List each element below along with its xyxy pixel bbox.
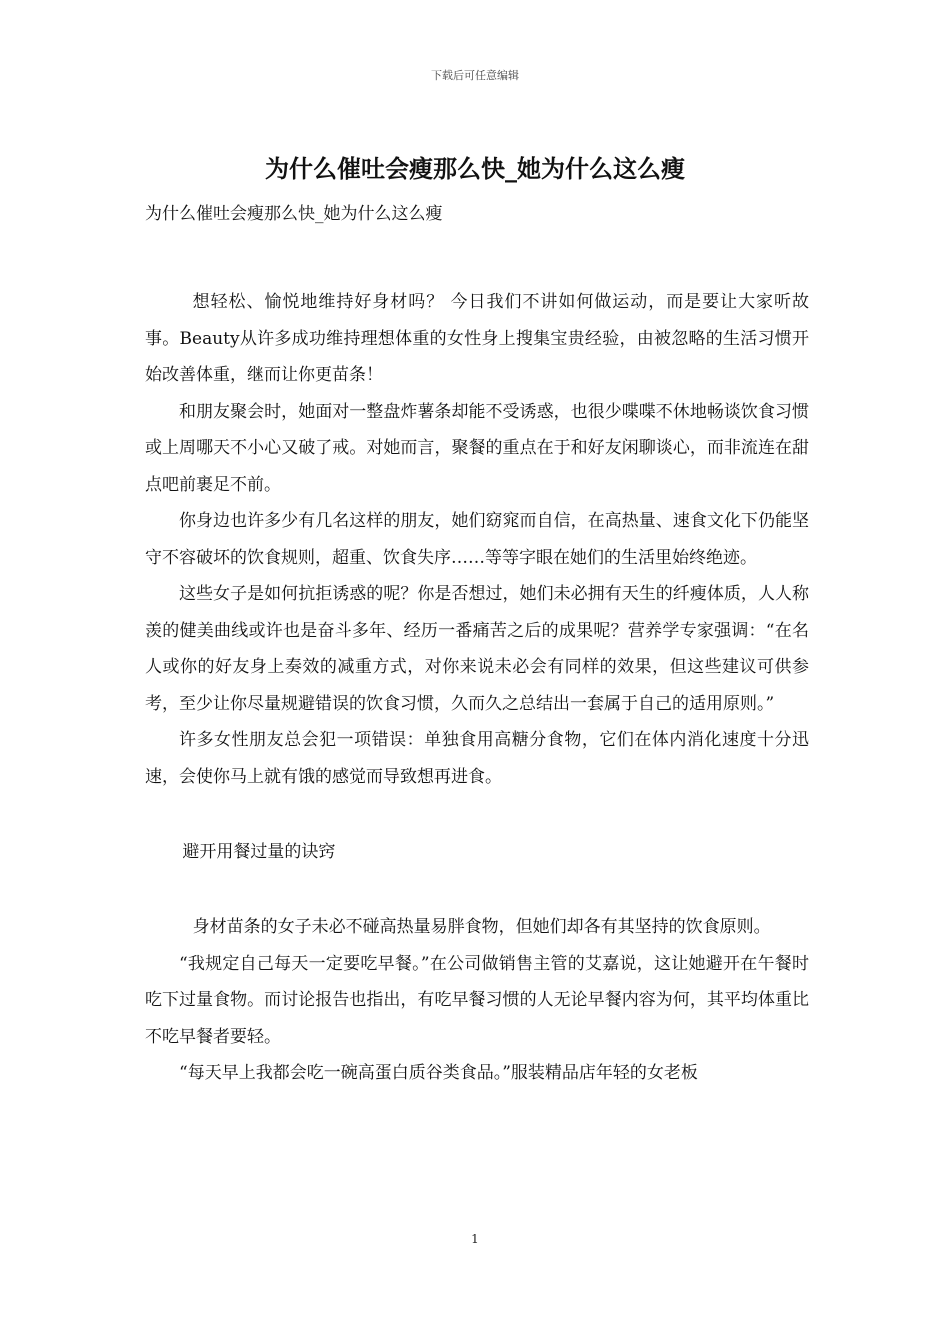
spacer [145,232,809,284]
paragraph: “我规定自己每天一定要吃早餐。”在公司做销售主管的艾嘉说，这让她避开在午餐时吃下过量食物。而讨论报告也指出，有吃早餐习惯的人无论早餐内容为何，其平均体重比不吃早餐者要轻。 [145,953,809,1047]
paragraph: 想轻松、愉悦地维持好身材吗？ 今日我们不讲如何做运动，而是要让大家听故事。Beauty从许多成功维持理想体重的女性身上搜集宝贵经验，由被忽略的生活习惯开始改善体重，继而让你更苗条！ [145,292,809,385]
spacer [145,870,809,909]
paragraph: 这些女子是如何抗拒诱惑的呢？你是否想过，她们未必拥有天生的纤瘦体质，人人称羡的健美曲线或许也是奋斗多年、经历一番痛苦之后的成果呢？营养学专家强调：“在名人或你的好友身上奏效的减重方式，对你来说未必会有同样的效果，但这些建议可供参考，至少让你尽量规避错误的饮食习惯，久而久之总结出一套属于自己的适用原则。” [145,584,809,714]
page-number: 1 [471,1232,479,1246]
paragraph: 许多女性朋友总会犯一项错误：单独食用高糖分食物，它们在体内消化速度十分迅速，会使你马上就有饿的感觉而导致想再进食。 [145,730,809,787]
section-heading: 避开用餐过量的诀窍 [182,842,336,862]
paragraph: 身材苗条的女子未必不碰高热量易胖食物，但她们却各有其坚持的饮食原则。 [192,917,771,937]
paragraph: 和朋友聚会时，她面对一整盘炸薯条却能不受诱惑，也很少喋喋不休地畅谈饮食习惯或上周哪天不小心又破了戒。对她而言，聚餐的重点在于和好友闲聊谈心，而非流连在甜点吧前裹足不前。 [145,401,809,495]
document-title: 为什么催吐会瘦那么快_她为什么这么瘦 [265,154,685,183]
document-body [145,196,809,1092]
document-subtitle: 为什么催吐会瘦那么快_她为什么这么瘦 [145,204,443,224]
paragraph: 你身边也许多少有几名这样的朋友，她们窈窕而自信，在高热量、速食文化下仍能坚守不容破坏的饮食规则，超重、饮食失序……等等字眼在她们的生活里始终绝迹。 [145,511,809,568]
page-header: 下载后可任意编辑 [431,69,519,82]
paragraph: “每天早上我都会吃一碗高蛋白质谷类食品。”服装精品店年轻的女老板 [179,1063,698,1083]
spacer [145,795,809,834]
